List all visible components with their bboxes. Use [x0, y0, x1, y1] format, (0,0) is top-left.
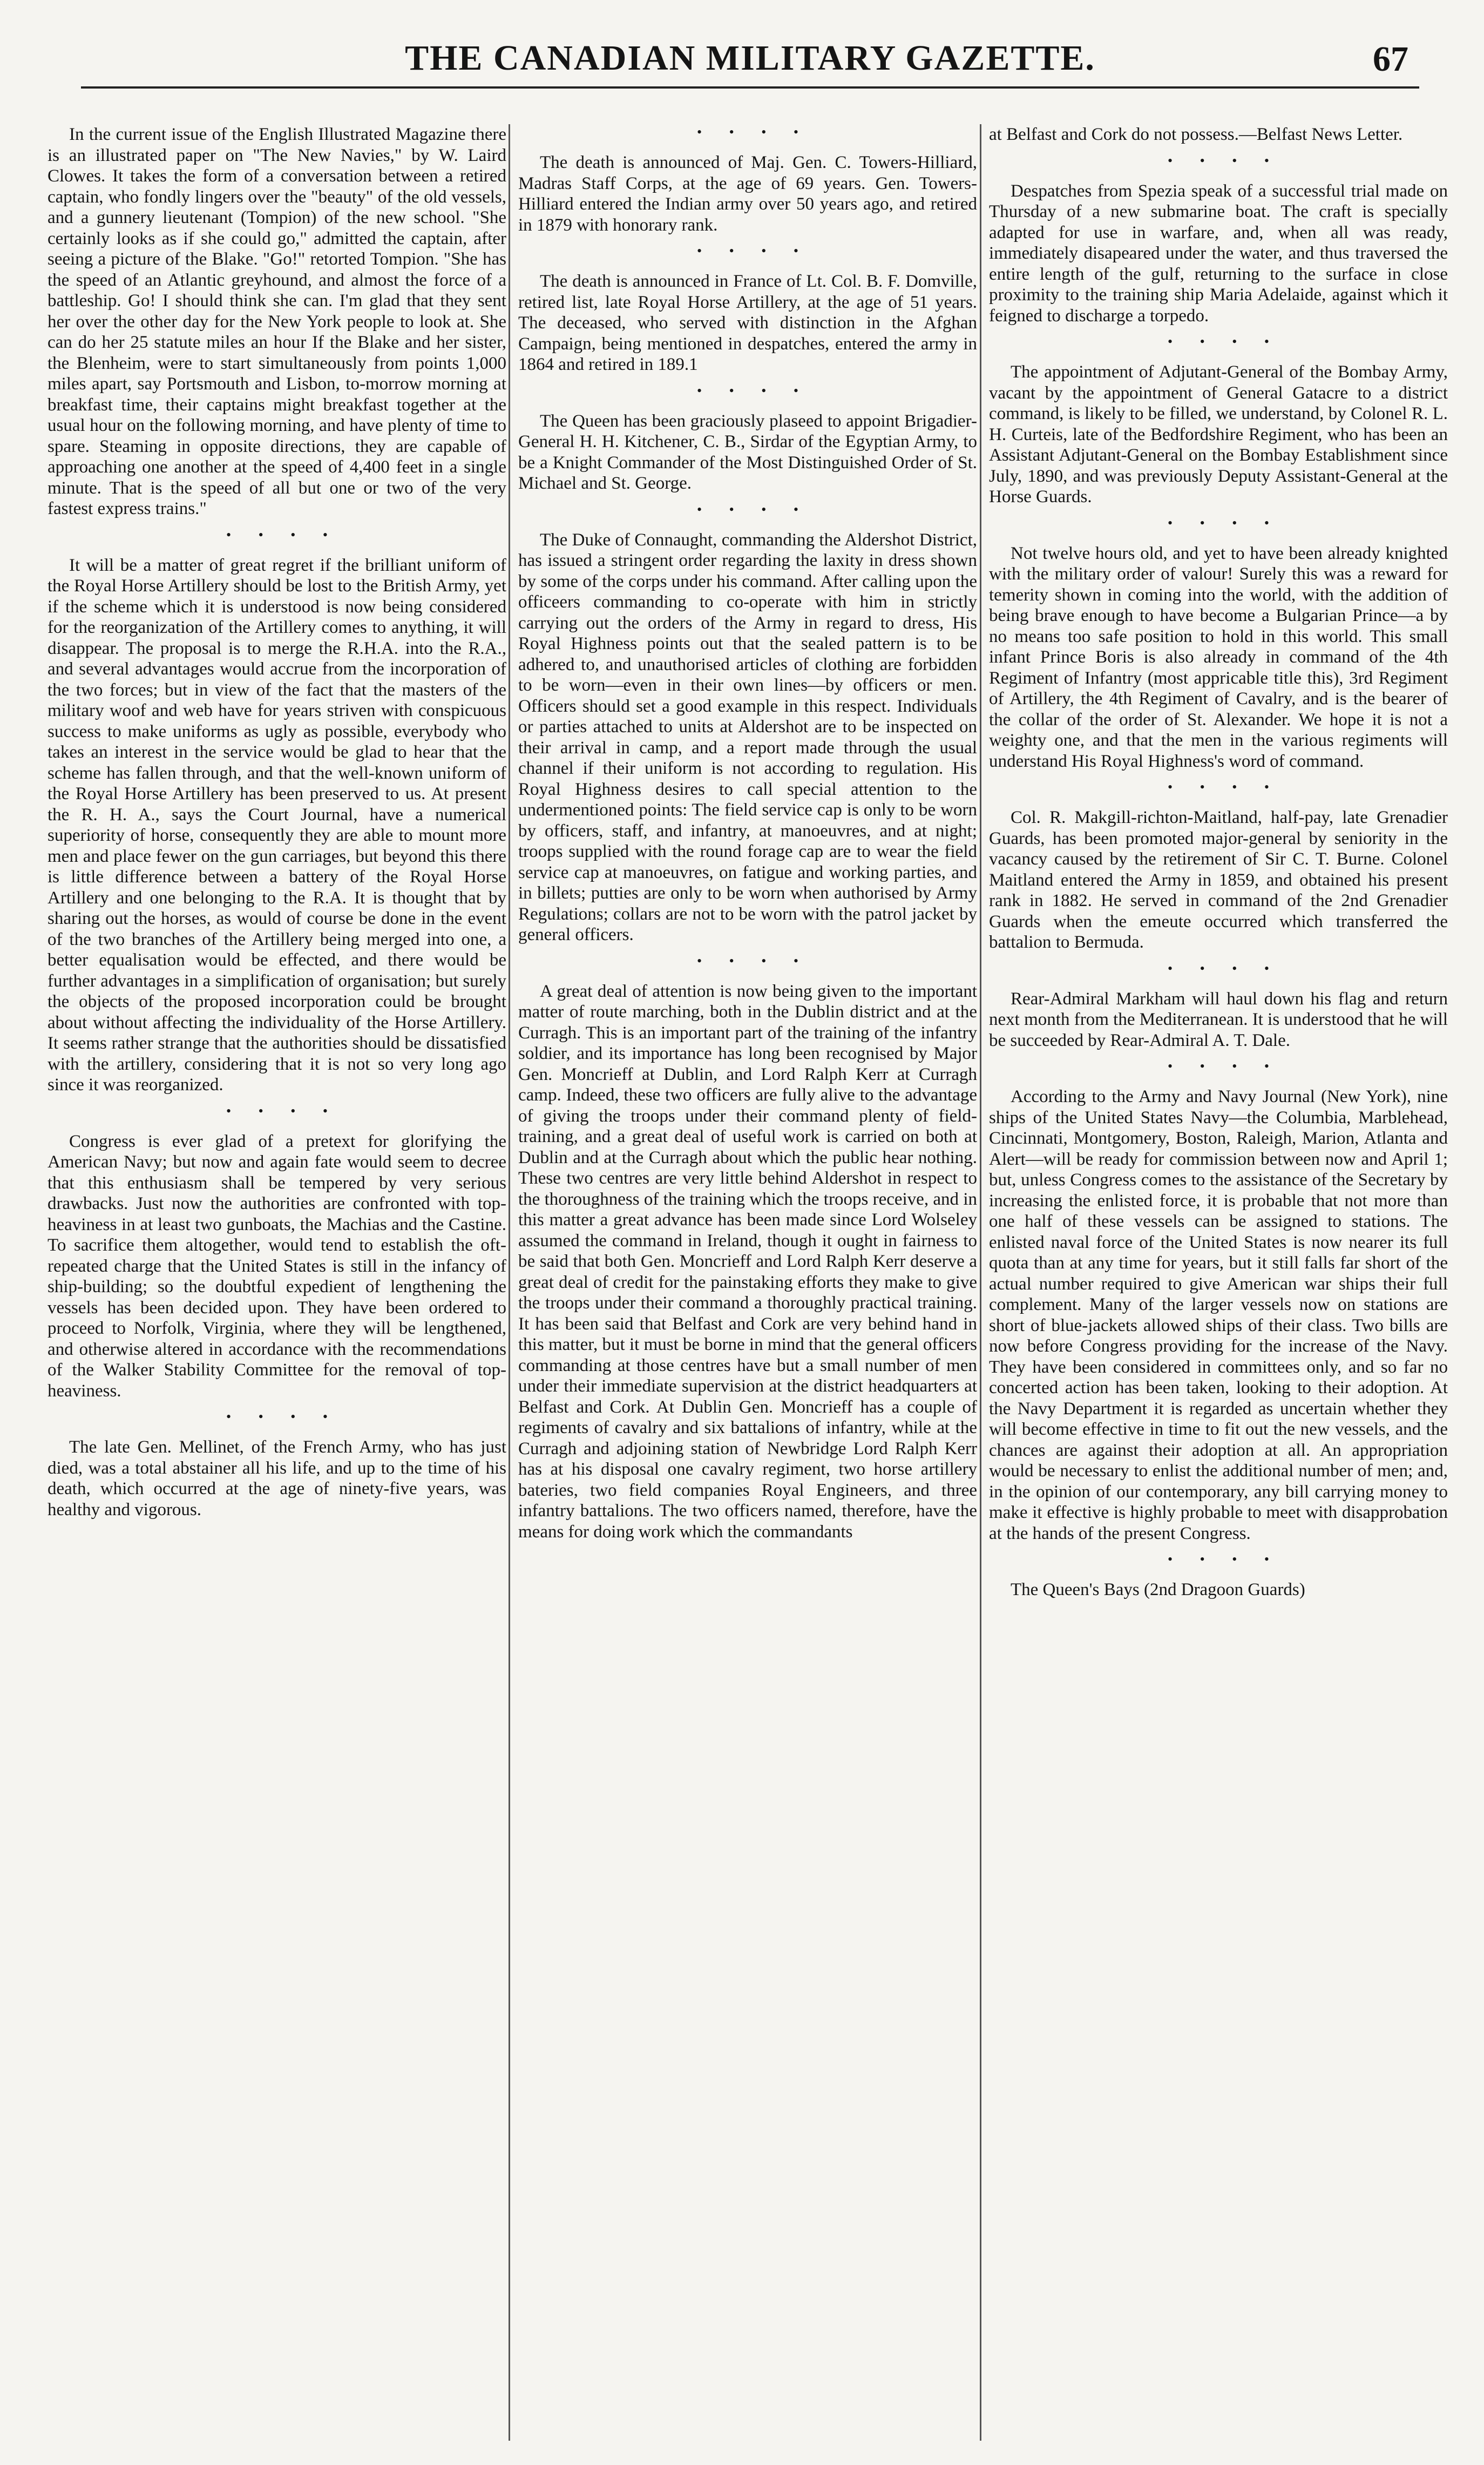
article-queens-bays: The Queen's Bays (2nd Dragoon Guards): [1011, 1580, 1305, 1599]
section-separator: • • • •: [1168, 152, 1281, 168]
article-domville: The death is announced in France of Lt. Col. B. F. Domville, retired list, late Royal Horse Artillery, at the age of 51 years. The deceased, who served with distinction in the Afghan Campaign, being mentioned in despatches, entered the army in 1864 and retired in 189.1: [518, 272, 977, 374]
section-separator: • • • •: [697, 501, 810, 517]
section-separator: • • • •: [226, 1103, 340, 1119]
article-royal-horse-artillery: It will be a matter of great regret if the brilliant uniform of the Royal Horse Artillery should be lost to the British Army, yet if the scheme which it is understood is now being considered for the reorganization of the Artillery comes to anything, it will disappear. The proposal is to merge the R.H.A. into the R.A., and several advantages would accrue from the incorporation of the two forces; but in view of the fact that the masters of the military woof and web have for years striven with conspicuous success to make uniforms as ugly as possible, everybody who takes an interest in the service would be glad to hear that the scheme has fallen through, and that the well-known uniform of the Royal Horse Artillery has been preserved to us. At present the R. H. A., says the Court Journal, have a numerical superiority of horse, consequently they are able to mount more men and place fewer on the gun carriages, but beyond this there is little difference between a battery of the Royal Horse Artillery and one belonging to the R.A. It is thought that by sharing out the horses, as would of course be done in the event of the two branches of the Artillery being merged into one, a better equalisation would be effected, and there would be further advantages in a simplification of organisation; but surely the objects of the proposed incorporation could be brought about without affecting the individuality of the Horse Artillery. It seems rather strange that the authorities should be dissatisfied with the artillery, considering that it is not so very long ago since it was reorganized.: [48, 555, 506, 1095]
section-separator: • • • •: [1168, 334, 1281, 349]
article-prince-boris: Not twelve hours old, and yet to have been already knighted with the military order of valour! Surely this was a reward for temerity shown in coming into the world, with the addition of being brave enough to have become a Bulgarian Prince—a by no means too safe position to hold in this world. This small infant Prince Boris is also already in command of the 4th Regiment of Infantry (most appricable title this), 3rd Regiment of Artillery, the 4th Regiment of Cavalry, and is the bearer of the collar of the order of St. Alexander. We hope it is not a weighty one, and that the men in the various regiments will understand His Royal Highness's word of command.: [989, 543, 1448, 771]
masthead: [81, 38, 1419, 89]
article-bombay-adjutant: The appointment of Adjutant-General of the Bombay Army, vacant by the appointment of General Gatacre to a district command, is likely to be filled, we understand, by Colonel R. L. H. Curteis, late of the Bedfordshire Regiment, who has been an Assistant Adjutant-General on the Bombay Establishment since July, 1890, and was previously Deputy Assistant-General at the Horse Guards.: [989, 362, 1448, 506]
section-separator: • • • •: [697, 382, 810, 399]
article-route-marching: A great deal of attention is now being given to the important matter of route marching, both in the Dublin district and at the Curragh. This is an important part of the training of the infantry soldier, and its importance has long been recognised by Major Gen. Moncrieff at Dublin, and Lord Ralph Kerr at Curragh camp. Indeed, these two officers are fully alive to the advantage of giving the troops under their command plenty of field-training, and a great deal of useful work is carried on both at Dublin and at the Curragh about which the public hear nothing. These two centres are very little behind Aldershot in respect to the thoroughness of the training which the troops receive, and in this matter a great advance has been made since Lord Wolseley assumed the command in Ireland, though it ought in fairness to be said that both Gen. Moncrieff and Lord Ralph Kerr deserve a great deal of credit for the painstaking efforts they make to give the troops under their command a thoroughly practical training. It has been said that Belfast and Cork are very behind hand in this matter, but it must be borne in mind that the general officers commanding at those centres have but a small number of men under their immediate supervision at the district headquarters at Belfast and Cork. At Dublin Gen. Moncrieff has a couple of regiments of cavalry and six battalions of infantry, while at the Curragh and adjoining station of Newbridge Lord Ralph Kerr has at his disposal one cavalry regiment, two horse artillery bateries, two field companies Royal Engineers, and three infantry battalions. The two officers named, therefore, have the means for doing work which the commandants: [518, 981, 977, 1542]
section-separator: • • • •: [697, 953, 810, 969]
column-right: [989, 124, 1448, 2446]
article-duke-of-connaught: The Duke of Connaught, commanding the Aldershot District, has issued a stringent order regarding the laxity in dress shown by some of the corps under his command. After calling upon the officeers commanding to co-operate with him in strictly carrying out the orders of the Army in regard to dress, His Royal Highness points out that the sealed pattern is to be adhered to, and unauthorised articles of clothing are forbidden to be worn—even in their own lines—by officers or men. Officers should set a good example in this respect. Individuals or parties attached to units at Aldershot are to be inspected on their arrival in camp, and a report made through the usual channel if their uniform is not according to regulation. His Royal Highness desires to call special attention to the undermentioned points: The field service cap is only to be worn by officers, staff, and infantry, at manoeuvres, and at night; troops supplied with the round forage cap are to wear the field service cap at manoeuvres, on fatigue and working parties, and in billets; putties are only to be worn when authorised by Army Regulations; collars are not to be worn with the patrol jacket by general officers.: [518, 530, 977, 944]
article-belfast-continued: at Belfast and Cork do not possess.—Belfast News Letter.: [989, 125, 1403, 144]
section-separator: • • • •: [1168, 1058, 1281, 1074]
article-gen-mellinet: The late Gen. Mellinet, of the French Army, who has just died, was a total abstainer all his life, and up to the time of his death, which occurred at the age of ninety-five years, was healthy and vigorous.: [48, 1437, 506, 1519]
article-towers-hilliard: The death is announced of Maj. Gen. C. Towers-Hilliard, Madras Staff Corps, at the age of 69 years. Gen. Towers-Hilliard entered the Indian army over 50 years ago, and retired in 1879 with honorary rank.: [518, 153, 977, 235]
page-number: 67: [1373, 39, 1408, 79]
article-maitland: Col. R. Makgill-richton-Maitland, half-pay, late Grenadier Guards, has been promoted major-general by seniority in the vacancy caused by the retirement of Sir C. T. Burne. Colonel Maitland entered the Army in 1859, and obtained his present rank in 1882. He served in command of the 2nd Grenadier Guards when the emeute occurred which transferred the battalion to Bermuda.: [989, 808, 1448, 952]
column-rule-left: [509, 124, 510, 2441]
section-separator: • • • •: [226, 526, 340, 543]
column-rule-right: [980, 124, 981, 2441]
newspaper-title: THE CANADIAN MILITARY GAZETTE.: [405, 38, 1095, 78]
section-separator: • • • •: [1168, 1551, 1281, 1567]
section-separator: • • • •: [697, 243, 810, 259]
column-left: [48, 124, 506, 2446]
section-separator: • • • •: [1168, 960, 1281, 976]
article-spezia-submarine: Despatches from Spezia speak of a successful trial made on Thursday of a new submarine boat. The craft is specially adapted for use in warfare, and, when all was ready, immediately disapeared under the water, and thus traversed the entire length of the gulf, returning to the surface in close proximity to the training ship Maria Adelaide, against which it feigned to discharge a torpedo.: [989, 181, 1448, 326]
article-us-navy-ships: According to the Army and Navy Journal (New York), nine ships of the United States Navy—the Columbia, Marblehead, Cincinnati, Montgomery, Boston, Raleigh, Marion, Atlanta and Alert—will be ready for commission between now and April 1; but, unless Congress comes to the assistance of the Secretary by increasing the enlisted force, it is probable that not more than one half of these vessels can be assigned to stations. The enlisted naval force of the United States is now nearer its full quota than at any time for years, but it still falls far short of the actual number required to give American war ships their full complement. Many of the larger vessels now on stations are short of blue-jackets allowed ships of their class. Two bills are now before Congress providing for the increase of the Navy. They have been considered in committees only, and so far no concerted action has been taken, looking to their adoption. At the Navy Department it is regarded as uncertain whether they will become effective in time to fit out the new vessels, and the chances are against their adoption at all. An appropriation would be necessary to enlist the additional number of men; and, in the opinion of our contemporary, any bill carrying money to make it effective is highly probable to meet with disapprobation at the hands of the present Congress.: [989, 1087, 1448, 1543]
section-separator: • • • •: [1168, 515, 1281, 531]
article-new-navies: In the current issue of the English Illustrated Magazine there is an illustrated paper on "The New Navies," by W. Laird Clowes. It takes the form of a conversation between a retired captain, who fondly lingers over the "beauty" of the old vessels, and a gunnery lieutenant (Tompion) of the new school. "She certainly looks as if she could go," admitted the captain, after seeing a picture of the Blake. "Go!" retorted Tompion. "She has the speed of an Atlantic greyhound, and almost the force of a battleship. Go! I should think she can. I'm glad that they sent her over the other day for the New York people to look at. She can do her 25 statute miles an hour If the Blake and her sister, the Blenheim, were to start simultaneously from points 1,000 miles apart, say Portsmouth and Lisbon, to-morrow morning at breakfast time, their captains might breakfast together at the usual hour on the following morning, and have plenty of time to spare. Steaming in opposite directions, they are capable of approaching one another at the speed of 4,400 feet in a single minute. That is the speed of all but one or two of the very fastest express trains.": [48, 125, 506, 518]
article-congress-navy: Congress is ever glad of a pretext for glorifying the American Navy; but now and again fate would seem to decree that this enthusiasm shall be tempered by very serious drawbacks. Just now the authorities are confronted with top-heaviness in at least two gunboats, the Machias and the Castine. To sacrifice them altogether, would tend to establish the oft-repeated charge that the United States is still in the infancy of ship-building; so the doubtful expedient of lengthening the vessels has been decided upon. They have been ordered to proceed to Norfolk, Virginia, where they will be lengthened, and otherwise altered in accordance with the recommendations of the Walker Stability Committee for the removal of top-heaviness.: [48, 1131, 506, 1401]
column-middle: [518, 124, 977, 2446]
article-kitchener: The Queen has been graciously plaseed to appoint Brigadier-General H. H. Kitchener, C. B., Sirdar of the Egyptian Army, to be a Knight Commander of the Most Distinguished Order of St. Michael and St. George.: [518, 411, 977, 493]
article-markham: Rear-Admiral Markham will haul down his flag and return next month from the Mediterranean. It is understood that he will be succeeded by Rear-Admiral A. T. Dale.: [989, 989, 1448, 1050]
section-separator: • • • •: [697, 124, 810, 140]
section-separator: • • • •: [1168, 779, 1281, 795]
section-separator: • • • •: [226, 1409, 340, 1424]
